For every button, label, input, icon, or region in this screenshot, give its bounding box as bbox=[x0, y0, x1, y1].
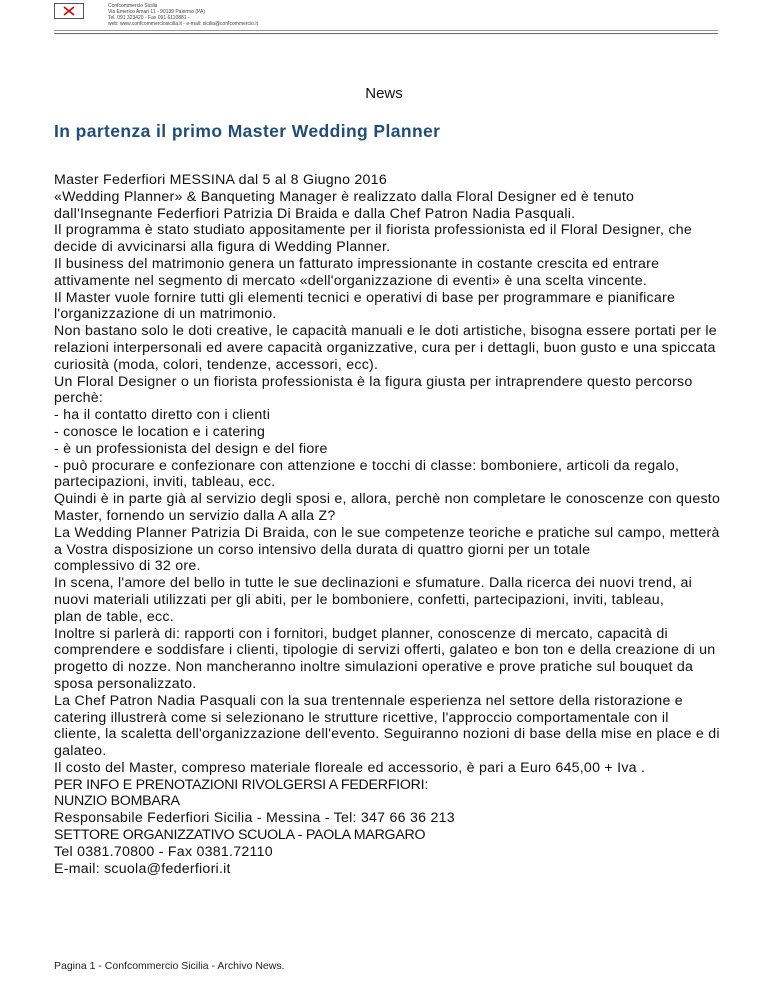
article-paragraph: Il programma è stato studiato appositamente per il fiorista professionista ed il Floral Designer, che decide di avvicinarsi alla figura di Wedding Planner. bbox=[54, 222, 692, 256]
article-paragraph: «Wedding Planner» & Banqueting Manager è realizzato dalla Floral Designer ed è tenuto dall'Insegnante Federfiori Patrizia Di Braida e dalla Chef Patron Nadia Pasquali. bbox=[54, 188, 635, 222]
contact-line: Responsabile Federfiori Sicilia - Messina - Tel: 347 66 36 213 bbox=[54, 810, 455, 827]
article-body bbox=[54, 172, 724, 877]
article-paragraph: La Wedding Planner Patrizia Di Braida, con le sue competenze teoriche e pratiche sul campo, metterà a Vostra disposizione un corso intensivo della durata di quattro giorni per un totale bbox=[54, 524, 720, 558]
contact-line: PER INFO E PRENOTAZIONI RIVOLGERSI A FEDERFIORI: bbox=[54, 776, 429, 793]
article-paragraph: Il business del matrimonio genera un fatturato impressionante in costante crescita ed entrare attivamente nel segmento di mercato «dell'organizzazione di eventi» è una scelta vincente. bbox=[54, 255, 660, 289]
article-paragraph: - ha il contatto diretto con i clienti bbox=[54, 407, 271, 424]
article-paragraph: - conosce le location e i catering bbox=[54, 423, 266, 440]
letterhead-line: Tel. 091 323420 - Fax 091 6110881 - bbox=[108, 15, 190, 21]
contact-line: E-mail: scuola@federfiori.it bbox=[54, 860, 231, 877]
article-paragraph: In scena, l'amore del bello in tutte le sue declinazioni e sfumature. Dalla ricerca dei nuovi trend, ai nuovi materiali utilizzati per gli abiti, per le bomboniere, confetti, partecipazioni, inviti, tableau, bbox=[54, 575, 693, 608]
article-paragraph: La Chef Patron Nadia Pasquali con la sua trentennale esperienza nel settore della ristorazione e catering illustrerà come si selezionano le strutture ricettive, l'approccio comportamentale con il bbox=[54, 692, 683, 726]
article-paragraph: Non bastano solo le doti creative, le capacità manuali e le doti artistiche, bisogna essere portati per le relazioni interpersonali ed avere capacità organizzative, cura per i dettagli, buon gusto e una spiccata curiosità (moda, colori, tendenze, accessori, ecc). bbox=[54, 323, 717, 373]
article-paragraph: Master Federfiori MESSINA dal 5 al 8 Giugno 2016 bbox=[54, 172, 387, 188]
contact-line: Tel 0381.70800 - Fax 0381.72110 bbox=[54, 843, 273, 860]
article-paragraph: plan de table, ecc. bbox=[54, 608, 174, 625]
broken-image-icon bbox=[54, 3, 84, 19]
letterhead-line: web: www.confcommerciosicilia.it - e-mail: sicilia@confcommercio.it bbox=[108, 21, 258, 27]
section-label: News bbox=[365, 85, 403, 102]
page-header bbox=[54, 3, 718, 37]
letterhead bbox=[108, 3, 258, 27]
contact-line: SETTORE ORGANIZZATIVO SCUOLA - PAOLA MARGARO bbox=[54, 827, 426, 844]
contact-line: NUNZIO BOMBARA bbox=[54, 793, 180, 810]
article-paragraph: complessivo di 32 ore. bbox=[54, 558, 201, 575]
article-paragraph: cliente, la scaletta dell'organizzazione dell'evento. Seguiranno nozioni di base della mise en place e di galateo. bbox=[54, 726, 720, 760]
article-paragraph: Quindi è in parte già al servizio degli sposi e, allora, perchè non completare le conoscenze con questo Master, fornendo un servizio dalla A alla Z? bbox=[54, 491, 721, 524]
article-paragraph: - è un professionista del design e del fiore bbox=[54, 440, 328, 457]
letterhead-line: Confcommercio Sicilia bbox=[108, 3, 158, 9]
article-paragraph: Il Master vuole fornire tutti gli elementi tecnici e operativi di base per programmare e pianificare l'organizzazione di un matrimonio. bbox=[54, 289, 676, 323]
header-divider bbox=[54, 33, 718, 34]
article-paragraph: - può procurare e confezionare con attenzione e tocchi di classe: bomboniere, articoli da regalo, partecipazioni, inviti, tableau, ecc. bbox=[54, 457, 680, 491]
letterhead-line: Via Emerico Amari 11 - 90139 Palermo (PA) bbox=[108, 9, 205, 15]
page-footer: Pagina 1 - Confcommercio Sicilia - Archivo News. bbox=[54, 960, 285, 972]
article-title: In partenza il primo Master Wedding Planner bbox=[54, 121, 441, 141]
article-paragraph: Un Floral Designer o un fiorista professionista è la figura giusta per intraprendere questo percorso perchè: bbox=[54, 373, 693, 407]
header-divider bbox=[54, 30, 718, 31]
article-paragraph: Inoltre si parlerà di: rapporti con i fornitori, budget planner, conoscenze di mercato, capacità di comprendere e soddisfare i clienti, tipologie di servizi offerti, galateo e bon ton e della creazione di un progetto di nozze. Non mancheranno inoltre simulazioni operative e prove pratiche sul bouquet da sposa personalizzato. bbox=[54, 625, 716, 692]
article-paragraph: Il costo del Master, compreso materiale floreale ed accessorio, è pari a Euro 645,00 + Iva . bbox=[54, 759, 646, 776]
